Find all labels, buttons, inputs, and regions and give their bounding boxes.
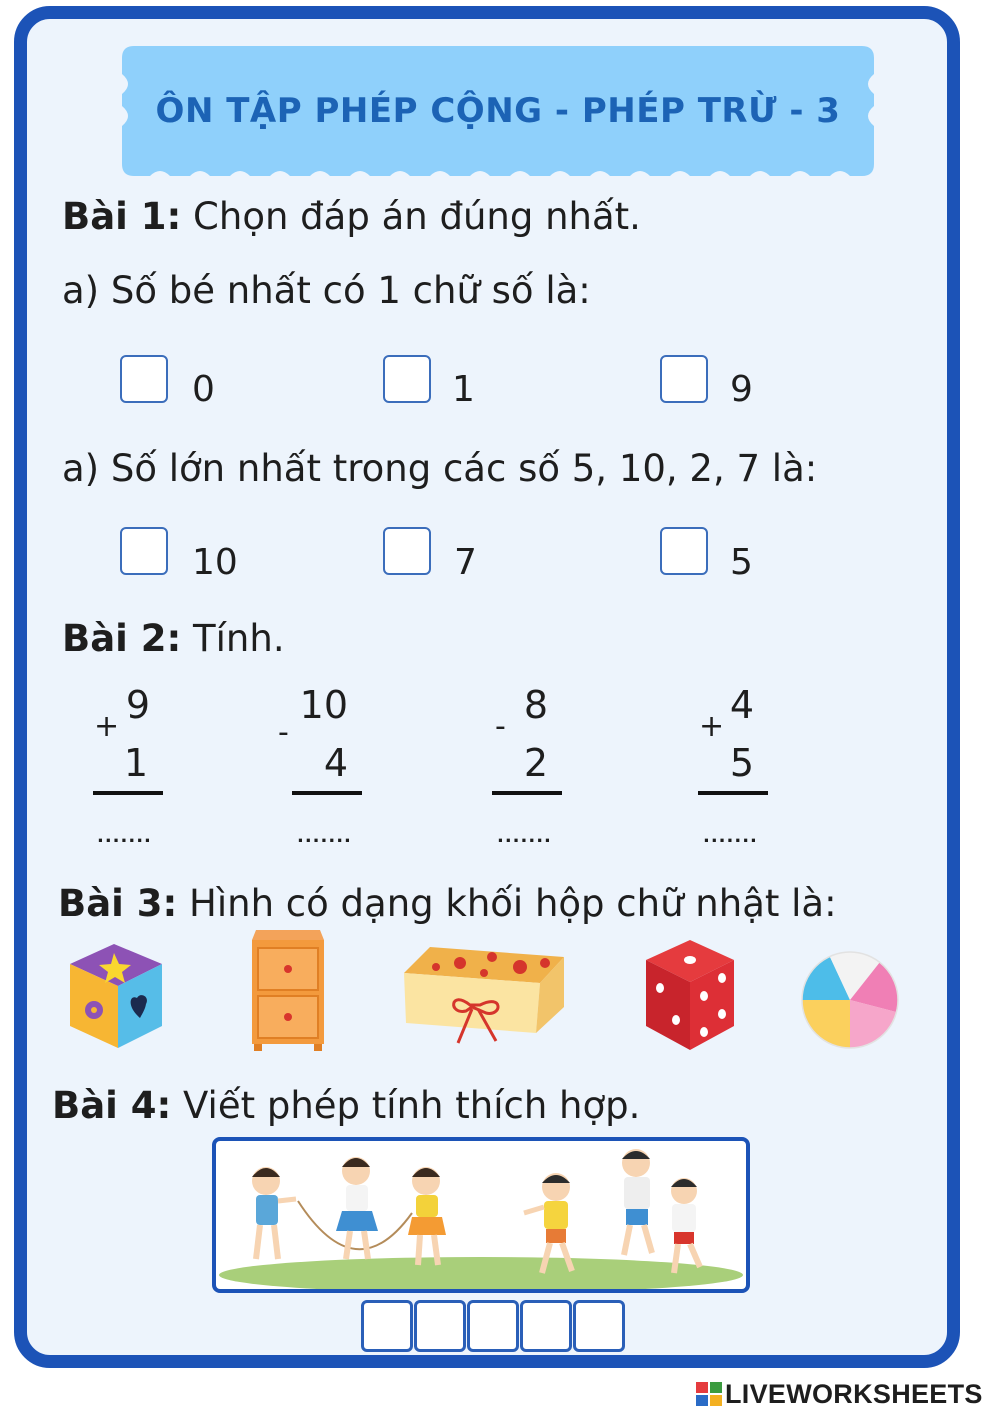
toy-cube-image[interactable] (66, 940, 166, 1052)
operator-sign: + (699, 709, 725, 744)
answer-checkbox[interactable] (660, 355, 708, 403)
bottom-operand: 4 (323, 741, 348, 785)
exercise-4-instruction: Viết phép tính thích hợp. (171, 1084, 641, 1127)
child-figure (252, 1167, 296, 1259)
operator-sign: - (278, 715, 289, 750)
child-figure (336, 1157, 378, 1259)
exercise-3-heading (58, 882, 837, 925)
answer-blank[interactable]: ....... (297, 826, 352, 847)
top-operand: 4 (729, 683, 754, 727)
option-label: 10 (192, 542, 238, 583)
children-playing-image (212, 1137, 750, 1293)
title-banner (120, 44, 876, 178)
bottom-operand: 5 (729, 741, 754, 785)
page-title: ÔN TẬP PHÉP CỘNG - PHÉP TRỪ - 3 (155, 91, 841, 131)
liveworksheets-icon (695, 1380, 723, 1408)
answer-blank[interactable]: ....... (703, 826, 758, 847)
bottom-operand: 2 (523, 741, 548, 785)
exercise-2-label: Bài 2: (62, 617, 182, 660)
answer-checkbox[interactable] (120, 355, 168, 403)
answer-blank[interactable]: ....... (97, 826, 152, 847)
exercise-1-label: Bài 1: (62, 195, 182, 238)
operator-sign: + (94, 709, 120, 744)
child-figure (671, 1178, 700, 1273)
liveworksheets-wordmark: LIVEWORKSHEETS (725, 1378, 983, 1409)
answer-blank[interactable]: ....... (497, 826, 552, 847)
bottom-operand: 1 (123, 741, 148, 785)
answer-checkbox[interactable] (383, 355, 431, 403)
answer-input-box[interactable] (573, 1300, 625, 1352)
question-1a: a) Số bé nhất có 1 chữ số là: (62, 269, 591, 312)
operator-sign: - (495, 709, 506, 744)
option-label: 1 (452, 369, 475, 410)
red-die-image[interactable] (644, 938, 736, 1052)
child-figure (622, 1149, 652, 1255)
answer-input-box[interactable] (361, 1300, 413, 1352)
sum-line (292, 791, 362, 795)
answer-checkbox[interactable] (660, 527, 708, 575)
exercise-2-instruction: Tính. (181, 617, 285, 660)
sum-line (93, 791, 163, 795)
exercise-3-label: Bài 3: (58, 882, 178, 925)
exercise-4-label: Bài 4: (52, 1084, 172, 1127)
question-1b: a) Số lớn nhất trong các số 5, 10, 2, 7 là: (62, 447, 818, 490)
gift-box-image[interactable] (400, 945, 568, 1049)
drawer-cabinet-image[interactable] (248, 928, 328, 1052)
option-label: 5 (730, 542, 753, 583)
answer-input-box[interactable] (467, 1300, 519, 1352)
top-operand: 8 (523, 683, 548, 727)
option-label: 0 (192, 369, 215, 410)
answer-checkbox[interactable] (383, 527, 431, 575)
sum-line (698, 791, 768, 795)
top-operand: 10 (299, 683, 348, 727)
top-operand: 9 (125, 683, 150, 727)
answer-input-box[interactable] (414, 1300, 466, 1352)
sum-line (492, 791, 562, 795)
answer-input-box[interactable] (520, 1300, 572, 1352)
exercise-2-heading (62, 617, 285, 660)
exercise-1-instruction: Chọn đáp án đúng nhất. (181, 195, 641, 238)
beach-ball-image[interactable] (800, 950, 900, 1050)
child-figure (408, 1167, 446, 1265)
liveworksheets-logo (695, 1376, 983, 1412)
option-label: 7 (454, 542, 477, 583)
exercise-3-instruction: Hình có dạng khối hộp chữ nhật là: (177, 882, 837, 925)
option-label: 9 (730, 369, 753, 410)
exercise-1-heading (62, 195, 641, 238)
exercise-4-heading (52, 1084, 641, 1127)
answer-checkbox[interactable] (120, 527, 168, 575)
